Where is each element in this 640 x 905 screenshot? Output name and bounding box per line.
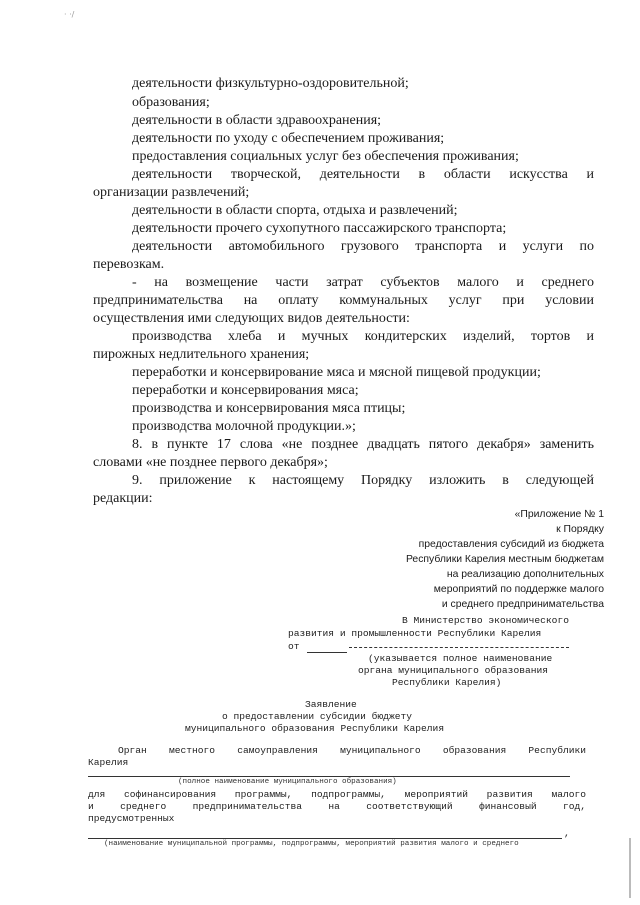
municipality-note: (полное наименование муниципального образования) [178, 778, 397, 786]
text-line: производства хлеба и мучных кондитерских изделий, тортов и [132, 329, 594, 344]
statement-body-line: Карелия [88, 757, 129, 768]
text-line: осуществления ими следующих видов деятельности: [93, 311, 410, 326]
program-note: (наименование муниципальной программы, подпрограммы, мероприятий развития малого и среднего [104, 840, 519, 848]
appendix-line: и среднего предпринимательства [441, 599, 604, 610]
statement-body-line: Орган местного самоуправления муниципального образования Республики [118, 745, 586, 756]
addressee-line: развития и промышленности Республики Карелия [288, 628, 542, 639]
text-line: - на возмещение части затрат субъектов малого и среднего [132, 275, 594, 290]
scan-edge [629, 838, 631, 898]
program-comma: , [564, 828, 570, 839]
text-line: образования; [132, 95, 210, 110]
text-line: производства молочной продукции.»; [132, 419, 356, 434]
addressee-line: Республики Карелия) [392, 677, 502, 688]
text-line: 9. приложение к настоящему Порядку изложить в следующей [132, 473, 594, 488]
statement-body-line: и среднего предпринимательства на соответствующий финансовый год, [88, 801, 586, 812]
corner-mark: · ·/ [64, 10, 75, 19]
appendix-line: на реализацию дополнительных [446, 569, 604, 580]
appendix-line: мероприятий по поддержке малого [433, 584, 604, 595]
text-line: деятельности прочего сухопутного пассажирского транспорта; [132, 221, 507, 236]
statement-body-line: предусмотренных [88, 813, 175, 824]
text-line: деятельности по уходу с обеспечением проживания; [132, 131, 445, 146]
text-line: редакции: [93, 491, 153, 506]
addressee-line: В Министерство экономического [402, 615, 569, 626]
addressee-line: (указывается полное наименование [368, 653, 553, 664]
addressee-line: органа муниципального образования [358, 665, 548, 676]
statement-title: Заявление [305, 699, 357, 710]
text-line: предпринимательства на оплату коммунальных услуг при условии [93, 293, 594, 308]
text-line: перевозкам. [93, 257, 165, 272]
text-line: переработки и консервирования мяса; [132, 383, 359, 398]
text-line: деятельности в области спорта, отдыха и развлечений; [132, 203, 458, 218]
appendix-line: к Порядку [556, 524, 604, 535]
text-line: 8. в пункте 17 слова «не позднее двадцать пятого декабря» заменить [132, 437, 594, 452]
appendix-line: «Приложение № 1 [514, 509, 604, 520]
from-underline-extended [349, 647, 569, 648]
text-line: деятельности в области здравоохранения; [132, 113, 382, 128]
text-line: переработки и консервирование мяса и мясной пищевой продукции; [132, 365, 541, 380]
text-line: деятельности творческой, деятельности в области искусства и [132, 167, 594, 182]
statement-line: муниципального образования Республики Карелия [185, 723, 445, 734]
text-line: пирожных недлительного хранения; [93, 347, 310, 362]
from-underline [307, 652, 347, 653]
text-line: словами «не позднее первого декабря»; [93, 455, 328, 470]
text-line: деятельности автомобильного грузового транспорта и услуги по [132, 239, 594, 254]
appendix-line: предоставления субсидий из бюджета [418, 539, 604, 550]
statement-body-line: для софинансирования программы, подпрограммы, мероприятий развития малого [88, 789, 586, 800]
text-line: деятельности физкультурно-оздоровительной; [132, 76, 409, 91]
text-line: организации развлечений; [93, 185, 250, 200]
statement-line: о предоставлении субсидии бюджету [222, 711, 412, 722]
text-line: предоставления социальных услуг без обеспечения проживания; [132, 149, 519, 164]
text-line: производства и консервирования мяса птицы; [132, 401, 406, 416]
addressee-from: от [288, 641, 300, 652]
appendix-line: Республики Карелия местным бюджетам [405, 554, 604, 565]
